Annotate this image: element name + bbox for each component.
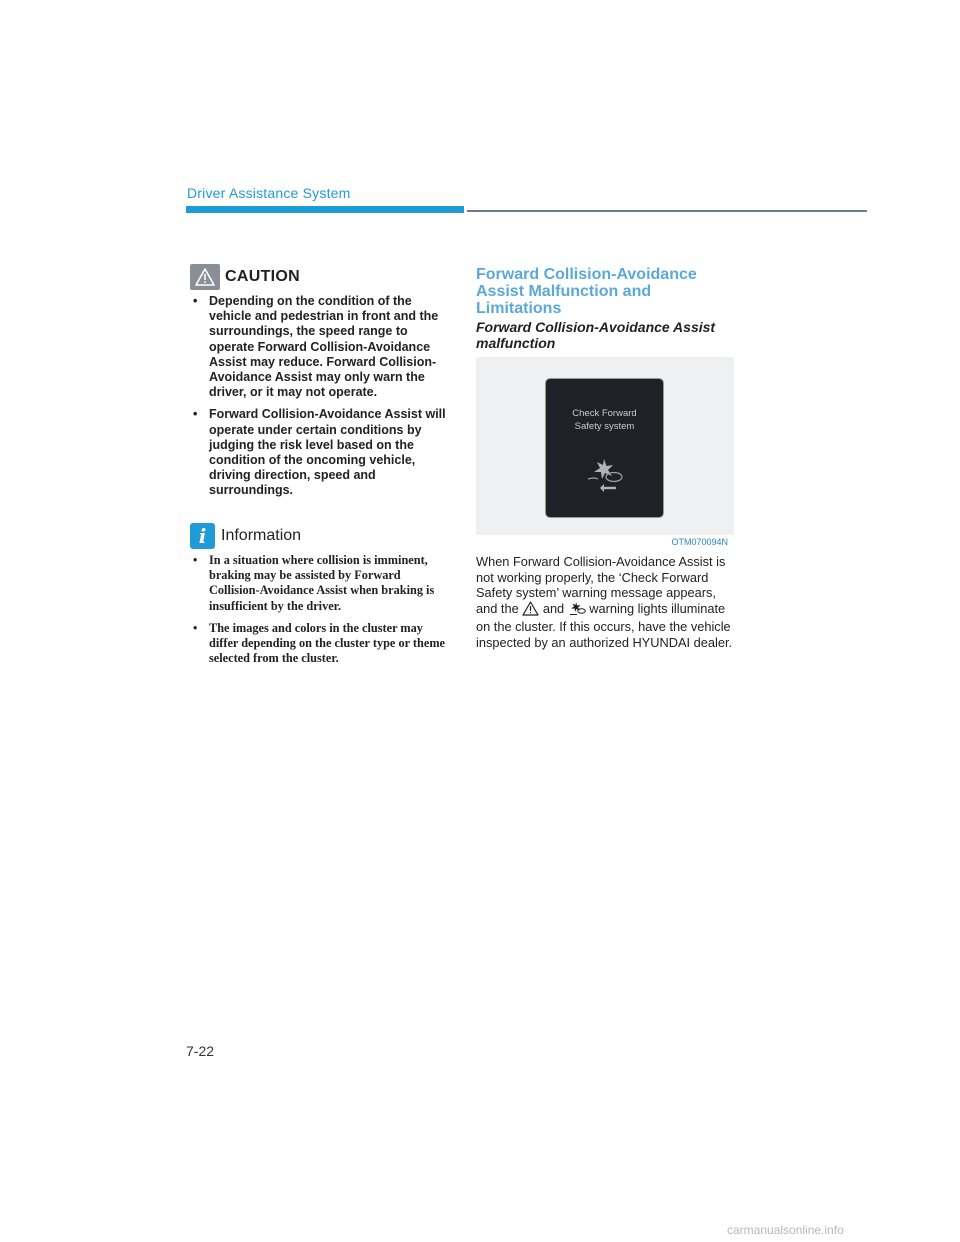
section-subtitle: Forward Collision-Avoidance Assist malfunction — [476, 319, 716, 351]
malfunction-description — [476, 554, 736, 650]
page-number: 7-22 — [186, 1043, 215, 1059]
information-list — [190, 553, 452, 667]
warning-triangle-icon — [190, 264, 220, 290]
cluster-screen — [546, 379, 663, 517]
information-header — [190, 521, 452, 551]
caution-item: • Forward Collision-Avoidance Assist will operate under certain conditions by judging the risk level based on the condition of the oncoming vehicle, driving direction, speed and surroundings. — [190, 407, 452, 498]
section-title: Forward Collision-Avoidance Assist Malfunction and Limitations — [476, 266, 697, 317]
warning-triangle-icon — [522, 601, 539, 620]
cluster-figure — [476, 357, 734, 535]
information-item: • In a situation where collision is imminent, braking may be assisted by Forward Collision-Avoidance Assist when braking is insufficient by the driver. — [190, 553, 452, 614]
header-accent-bar — [186, 206, 464, 213]
information-item: • The images and colors in the cluster may differ depending on the cluster type or theme selected from the cluster. — [190, 621, 452, 667]
figure-code: OTM070094N — [671, 537, 728, 547]
forward-collision-warning-icon — [568, 601, 586, 620]
caution-label: CAUTION — [225, 268, 300, 285]
watermark: carmanualsonline.info — [727, 1223, 844, 1237]
info-i-icon: i — [190, 523, 215, 549]
cluster-message-line2: Safety system — [574, 421, 635, 432]
cluster-warning-message — [546, 407, 663, 433]
right-column — [476, 266, 738, 650]
caution-list — [190, 294, 452, 499]
left-column — [190, 262, 452, 674]
caution-item: • Depending on the condition of the vehicle and pedestrian in front and the surroundings, the speed range to operate Forward Collision-Avoidance Assist may reduce. Forward Collision-Avoidance Assist may only warn the driver, or it may not operate. — [190, 294, 452, 400]
page-header-title: Driver Assistance System — [187, 185, 351, 201]
information-label: Information — [221, 526, 302, 544]
body-text-part1: When Forward Collision-Avoidance Assist is not working properly, the ‘Check Forward Safety system’ warning message appears, and the — [476, 554, 726, 616]
body-text-part2: and — [539, 600, 568, 616]
header-divider-line — [467, 210, 867, 212]
forward-collision-warning-icon — [584, 457, 624, 498]
cluster-message-line1: Check Forward — [572, 408, 637, 419]
body-text-part3: warning lights illuminate on the cluster. If this occurs, have the vehicle inspected by an authorized HYUNDAI dealer. — [476, 600, 733, 650]
caution-header — [190, 262, 452, 292]
